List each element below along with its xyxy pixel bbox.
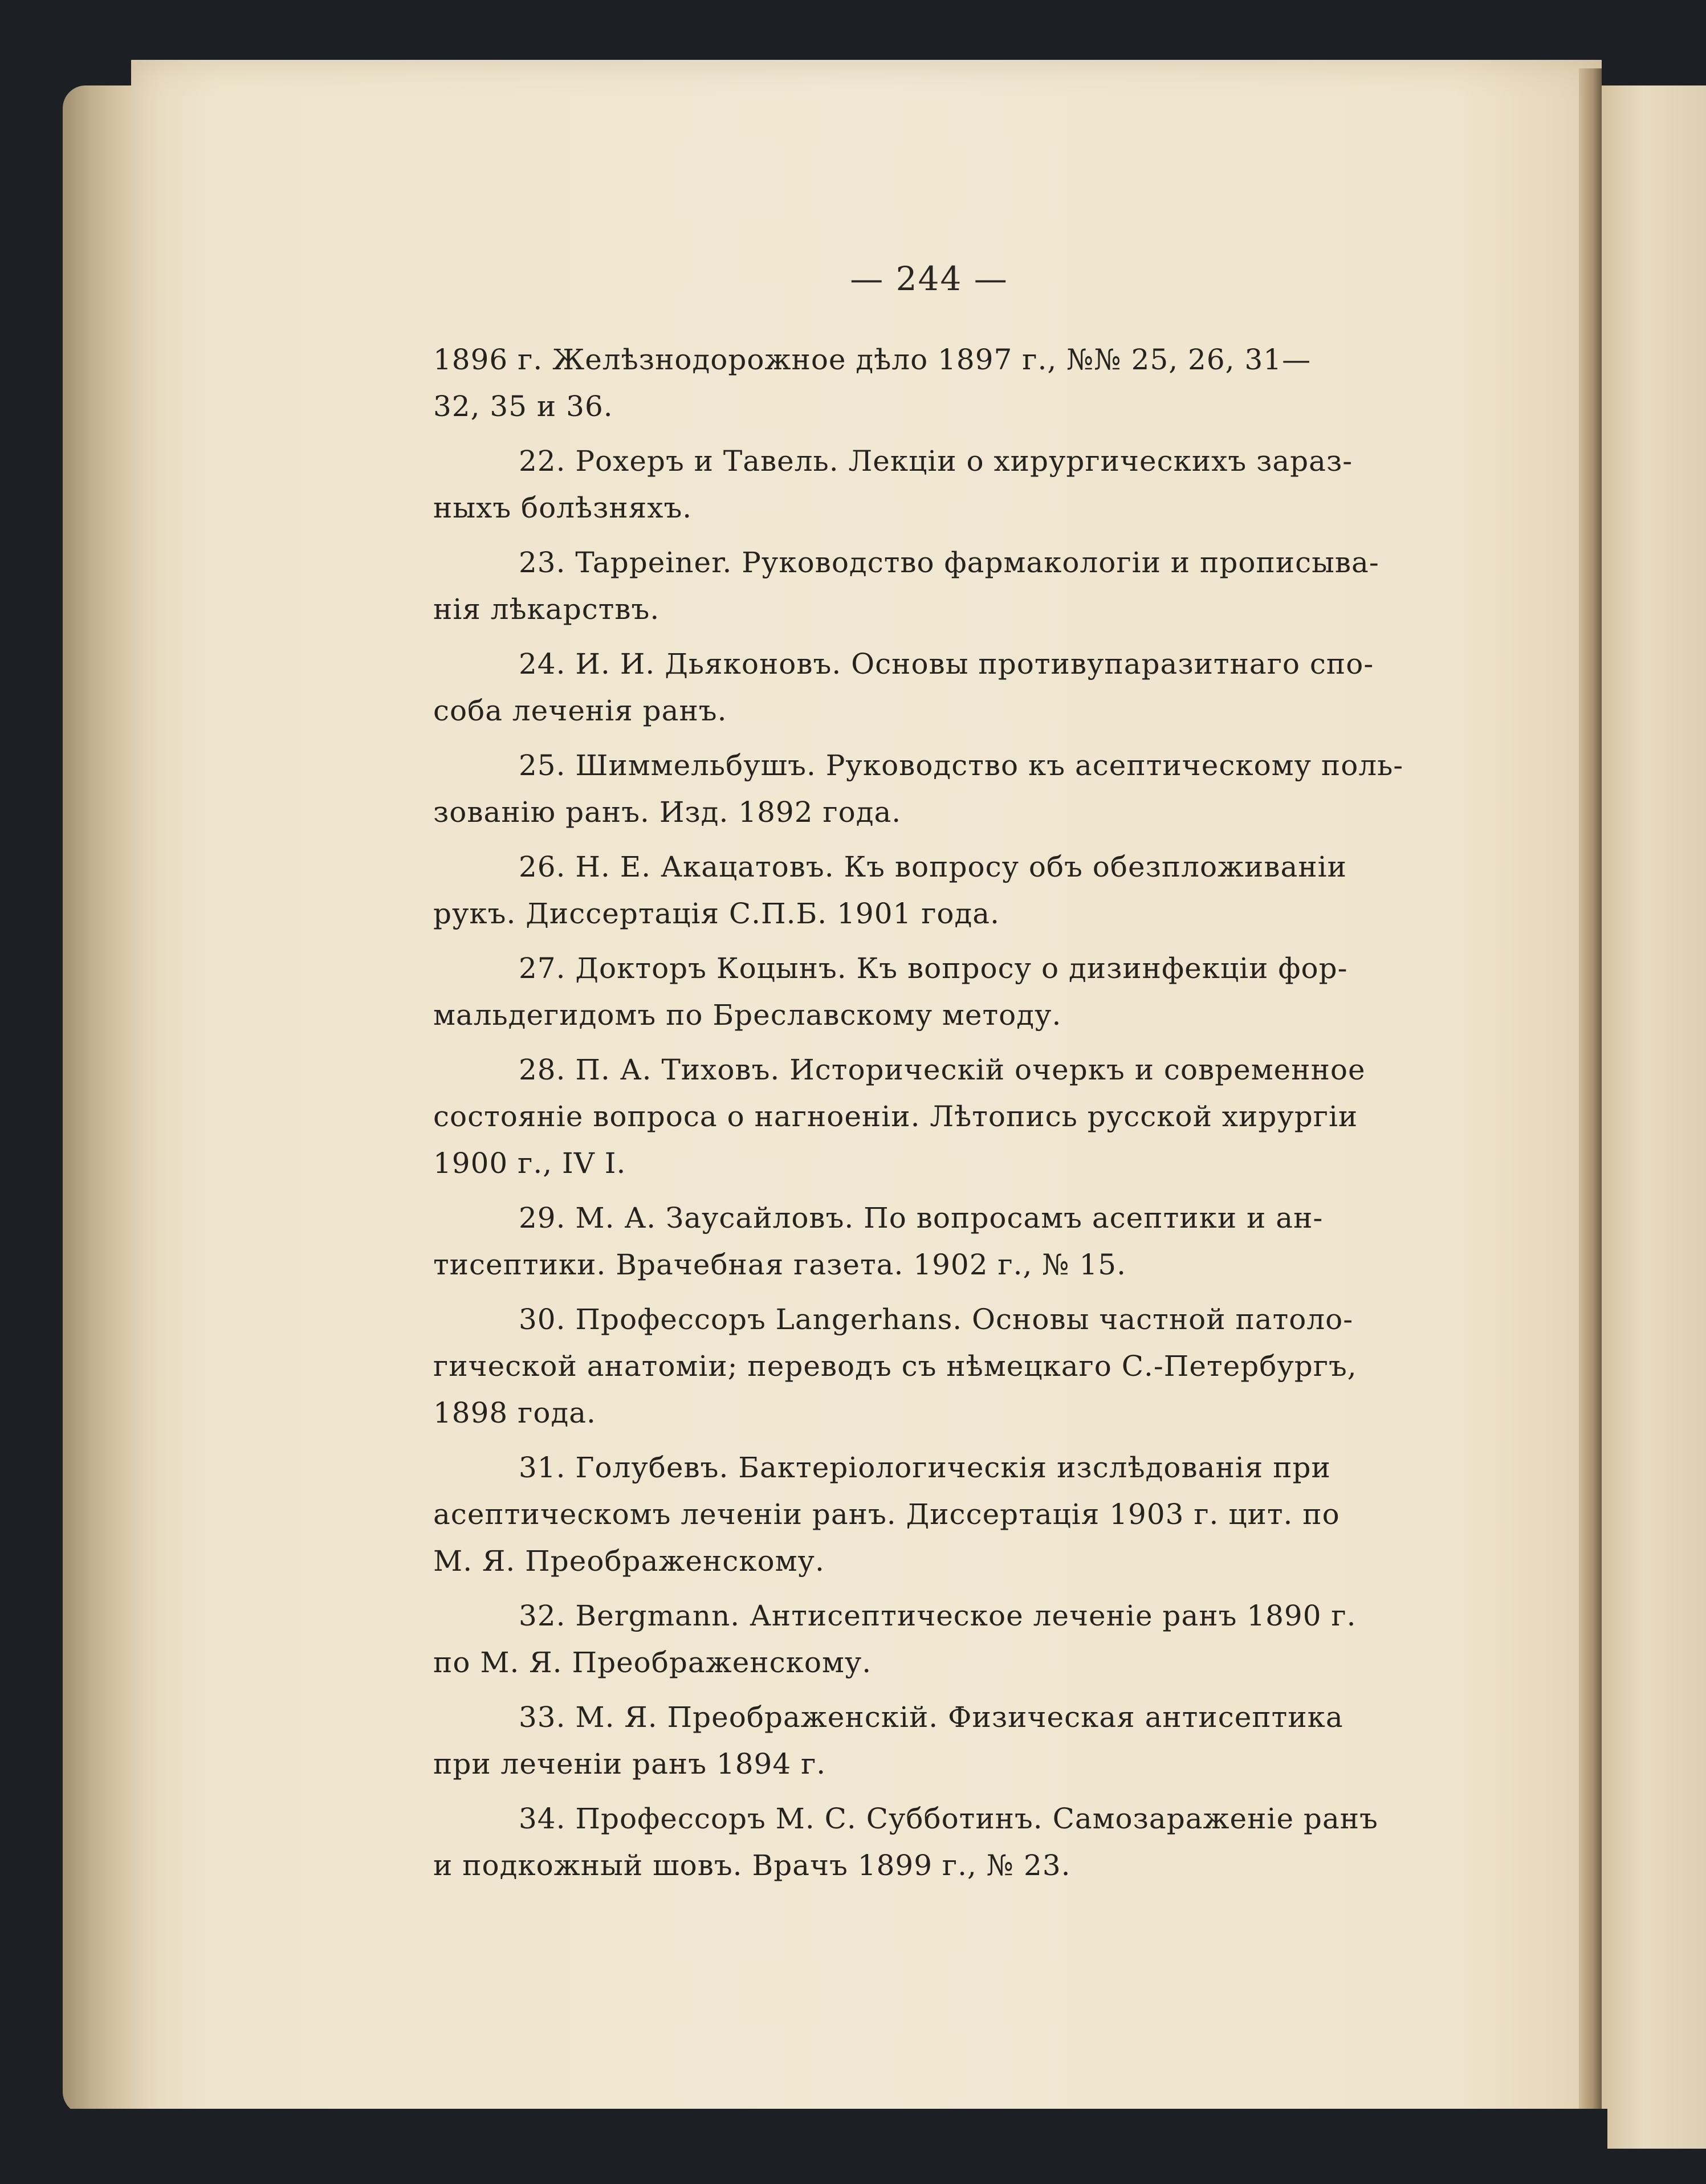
bibliography-text: [433, 336, 1431, 1897]
bibliography-entry-27: 27. Докторъ Коцынъ. Къ вопросу о дизинфекціи фор- мальдегидомъ по Бреславскому методу.: [433, 952, 1348, 1032]
bibliography-entry-26: 26. Н. Е. Акацатовъ. Къ вопросу объ обезпложиваніи рукъ. Диссертація С.П.Б. 1901 года.: [433, 850, 1347, 930]
bibliography-entry-22: 22. Рохеръ и Тавель. Лекціи о хирургическихъ зараз- ныхъ болѣзняхъ.: [433, 445, 1353, 524]
bibliography-entry-28: 28. П. А. Тиховъ. Историческій очеркъ и современное состояніе вопроса о нагноеніи. Лѣтопись русской хирургіи 1900 г., IV I.: [433, 1053, 1366, 1180]
bibliography-entry-25: 25. Шиммельбушъ. Руководство къ асептическому поль- зованію ранъ. Изд. 1892 года.: [433, 749, 1404, 829]
bibliography-entry-continuation: 1896 г. Желѣзнодорожное дѣло 1897 г., №№ 25, 26, 31— 32, 35 и 36.: [433, 343, 1312, 423]
scan-background: [68, 2109, 1607, 2184]
bibliography-entry-32: 32. Bergmann. Антисептическое леченіе ранъ 1890 г. по М. Я. Преображенскому.: [433, 1599, 1357, 1679]
bibliography-entry-29: 29. М. А. Заусайловъ. По вопросамъ асептики и ан- тисептики. Врачебная газета. 1902 г., № 15.: [433, 1201, 1324, 1281]
bibliography-entry-33: 33. М. Я. Преображенскій. Физическая антисептика при леченіи ранъ 1894 г.: [433, 1701, 1343, 1780]
bibliography-entry-34: 34. Профессоръ М. С. Субботинъ. Самозараженіе ранъ и подкожный шовъ. Врачъ 1899 г., № 23.: [433, 1802, 1378, 1882]
bibliography-entry-30: 30. Профессоръ Langerhans. Основы частной патоло- гической анатоміи; переводъ съ нѣмецкаго С.-Петербургъ, 1898 года.: [433, 1303, 1357, 1429]
bibliography-entry-24: 24. И. И. Дьяконовъ. Основы противупаразитнаго спо- соба леченія ранъ.: [433, 647, 1374, 727]
page-number: — 244 —: [850, 259, 1008, 298]
facing-page-edge: [1602, 85, 1706, 2149]
bibliography-entry-23: 23. Tappeiner. Руководство фармакологіи и прописыва- нія лѣкарствъ.: [433, 546, 1379, 626]
bibliography-entry-31: 31. Голубевъ. Бактеріологическія изслѣдованія при асептическомъ леченіи ранъ. Диссертація 1903 г. цит. по М. Я. Преображенскому.: [433, 1451, 1340, 1578]
book-gutter: [1579, 68, 1602, 2143]
